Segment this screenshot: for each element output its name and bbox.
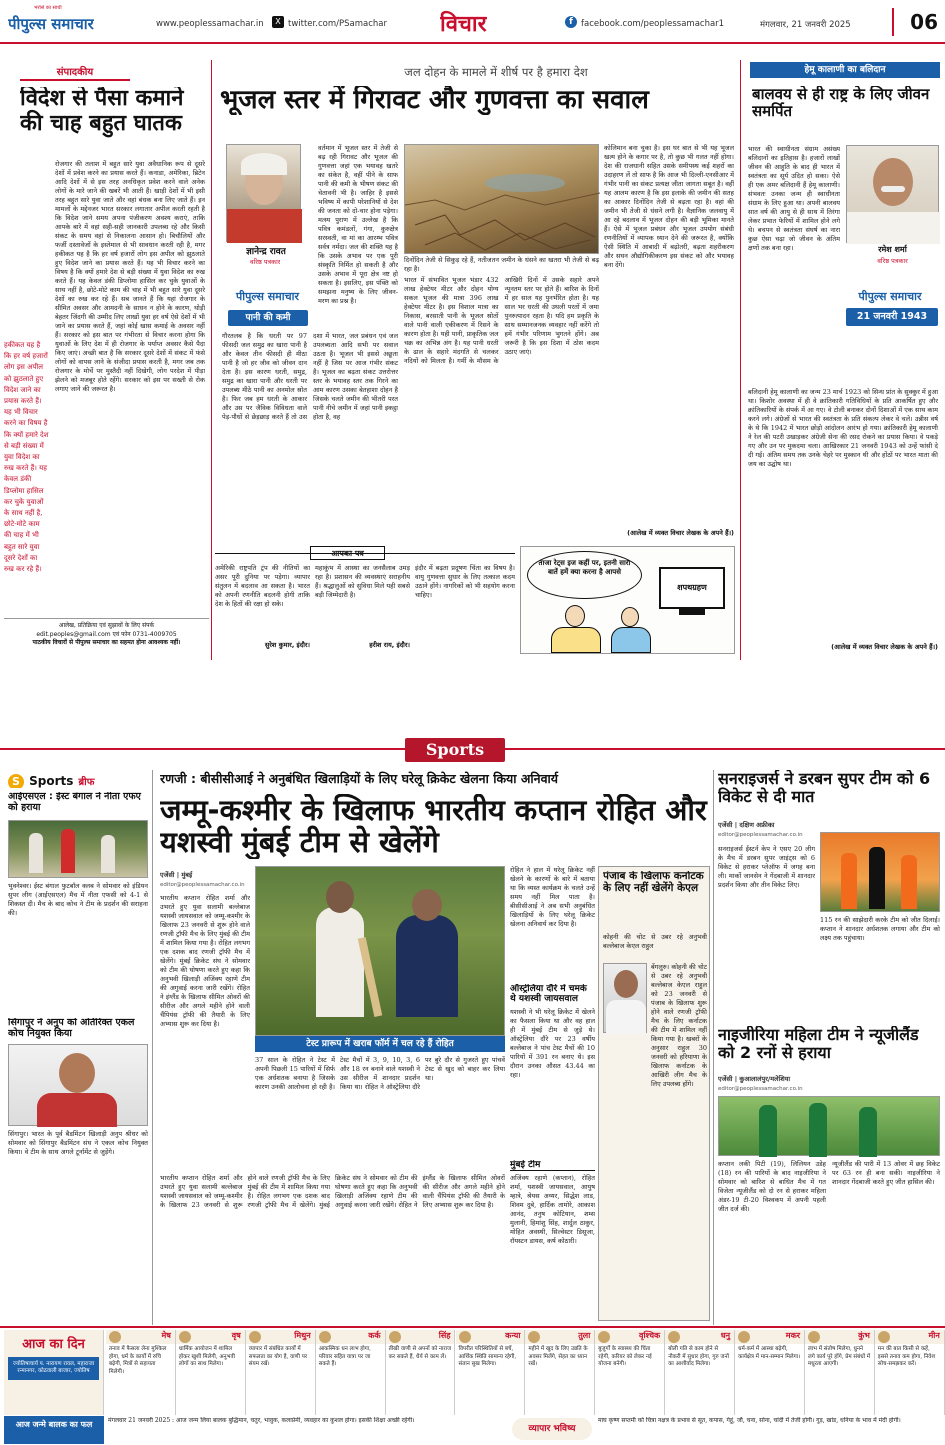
letter-3: इंदौर में बढ़ता प्रदूषण चिंता का विषय है। वायु गुणवत्ता सुधार के लिए तत्काल कदम उठाने होंगे। नागरिकों को भी सहयोग करना चाहिए। (415, 564, 515, 599)
zodiac-sign-text: बोली गति से काम होने से नौकरी में सुधार होगा, गुरु जनों का आशीर्वाद मिलेगा। (668, 1346, 729, 1367)
brief2-body: सिंगापुर। भारत के पूर्व बैडमिंटन खिलाड़ी अनुप श्रीधर को सोमवार को सिंगापुर बैडमिंटन संघ ने एकल कोच नियुक्त किया। वे टीम के साथ अगले टूर्नामेंट से जुड़ेंगे। (8, 1130, 148, 1156)
srh-byline: एजेंसी | दक्षिण अफ्रीका (718, 821, 775, 829)
zodiac-sign-text: मन की बात किसी से कहें, इससे तनाव कम होगा, निवेश सोच-समझकर करें। (877, 1346, 936, 1367)
zodiac-sign-text: धर्म-कर्म में आस्था बढ़ेगी, कार्यक्षेत्र में मान-सम्मान मिलेगा। (738, 1346, 801, 1360)
zodiac-symbol-icon (738, 1331, 750, 1343)
rahul-headline: पंजाब के खिलाफ कर्नाटक के लिए नहीं खेलेंगे केएल (603, 871, 704, 894)
zodiac-sign (595, 1330, 665, 1415)
twitter-link[interactable]: twitter.com/PSamachar (288, 19, 387, 29)
zodiac-sign-text: बुजुर्गों के स्वास्थ्य की चिंता रहेगी, करियर को लेकर नई योजना बनेगी। (598, 1346, 652, 1367)
cartoon-woman-head (621, 607, 639, 627)
sports-banner: Sports (405, 738, 505, 762)
zodiac-symbol-icon (319, 1331, 331, 1343)
srh-body: सनराइजर्स ईस्टर्न केप ने एसए 20 लीग के मैच में डरबन सुपर जाइंट्स को 6 विकेट से हराकर प्लेऑफ में जगह बना ली। मार्को जानसेन ने गेंदबाजी में शानदार प्रदर्शन किया और तीन विकेट लिए। (718, 845, 815, 889)
ranji-photo (255, 866, 505, 1036)
issue-date: मंगलवार, 21 जनवरी 2025 (760, 20, 851, 30)
srh-player-1 (841, 853, 857, 909)
cartoon-tv: शपथग्रहण (659, 567, 725, 609)
rahul-shirt (606, 1000, 646, 1034)
squad-box (510, 1160, 595, 1320)
facebook-icon: f (565, 16, 577, 28)
srh-player-2 (869, 847, 885, 909)
cartoon-woman-body (611, 627, 651, 653)
letters-rule (215, 553, 515, 554)
right-column-divider (740, 60, 741, 660)
zodiac-sign (456, 1330, 526, 1415)
editorial-pullquote: हकीकत यह है कि हर वर्ष हजारों लोग इस अपील को झुठलाते हुए विदेश जाने का प्रयास करते हैं। यह भी विचार करने का विषय है कि क्यों हमारे देश से बड़ी संख्या में युवा विदेश का रुख करते हैं। यह केवल डंकी डिप्लोमा हासिल कर चुके युवाओं के साथ नहीं है, छोटे-मोटे काम की चाह में भी बहुत सारे युवा दूसरे देशों का रुख कर रहे हैं। (4, 341, 49, 574)
jaiswal-body: यशस्वी ने भी घरेलू क्रिकेट में खेलने का फैसला किया था और वह हाल ही में मुंबई टीम से जुड़े थे। ऑस्ट्रेलिया दौरे पर 23 वर्षीय बल्लेबाज ने पांच टेस्ट मैचों की 10 पारियों में 391 रन बनाए थे। इस दौरान उनका औसत 43.44 का रहा। (510, 1008, 595, 1079)
zodiac-sign-text: तीखी वाणी से अपनों को नाराज कर सकते हैं, धैर्य से काम लें। (388, 1346, 452, 1360)
groundwater-kicker: जल दोहन के मामले में शीर्ष पर है हमारा देश (404, 65, 588, 79)
coach-face (59, 1053, 95, 1093)
zodiac-sign-name: मीन (875, 1330, 944, 1344)
brief2-headline: सिंगापुर ने अनुप को अतिरिक्त एकल कोच नियुक्त किया (8, 1018, 135, 1039)
sports-logo-mark: S (8, 774, 24, 788)
kids-box: आज जन्मे बालक का फल (4, 1416, 104, 1444)
srh-email[interactable]: editor@peoplessamachar.co.in (718, 832, 803, 838)
squad-title: मुंबई टीम (510, 1160, 595, 1171)
nz-body: कप्तान लकी पिटी (19), लिलियन उडेह (18) रन की पारियों के बाद नाइजीरिया ने सोमवार को बारिश से बाधित मैच में गत विजेता न्यूजीलैंड को दो रन से हराकर महिला अंडर-19 टी-20 विश्वकप में अपनी पहली जीत दर्ज की। (718, 1160, 826, 1213)
ranji-body: भारतीय कप्तान रोहित शर्मा और उभरते हुए युवा सलामी बल्लेबाज यशस्वी जायसवाल को जम्मू-कश्मीर के खिलाफ 23 जनवरी से शुरू होने वाले रणजी ट्रॉफी मैच के लिए मुंबई की टीम में शामिल किया गया है। रोहित लगभग एक दशक बाद रणजी ट्रॉफी मैच में खेलेंगे। मुंबई क्रिकेट संघ ने सोमवार को टीम की घोषणा करते हुए कहा कि अनुभवी खिलाड़ी अजिंक्य रहाणे टीम की अगुवाई करना जारी रखेंगे। रोहित ने इंग्लैंड के खिलाफ सीमित ओवरों की सीरीज और अगले महीने होने वाली चैंपियंस ट्रॉफी की तैयारी के लिए अभ्यास शुरू कर दिया है। (160, 894, 250, 1028)
zodiac-sign (106, 1330, 176, 1415)
zodiac-symbol-icon (109, 1331, 121, 1343)
hemu-date-banner: 21 जनवरी 1943 (846, 308, 938, 326)
masthead-tagline: भरोसे का साथी (34, 5, 62, 11)
sports-brief-divider (152, 770, 153, 1325)
zodiac-sign-name: वृश्चिक (595, 1330, 664, 1344)
cartoon-man-head (565, 605, 585, 627)
ranji-body3: रोहित ने हाल में घरेलू क्रिकेट नहीं खेलने के कारणों के बारे में बताया था कि व्यस्त कार्यक्रम के चलते उन्हें समय नहीं मिल पाता है। बीसीसीआई ने अब सभी अनुबंधित खिलाड़ियों के लिए घरेलू क्रिकेट खेलना अनिवार्य कर दिया है। (510, 866, 595, 928)
zodiac-sign (805, 1330, 875, 1415)
zodiac-symbol-icon (459, 1331, 471, 1343)
zodiac-sign-text: व्यापार में संबंधित कार्यों में सफलता का योग है, वाणी पर संयम रखें। (248, 1346, 308, 1367)
zodiac-sign (386, 1330, 456, 1415)
sports-brief-brand: Sports (29, 774, 74, 788)
player-figure-3 (101, 835, 115, 873)
rashifal-top-rule (0, 1326, 945, 1328)
hemu-author-role: वरिष्ठ पत्रकार (877, 257, 908, 265)
hemu-tag: हेमू कालाणी का बलिदान (750, 62, 940, 78)
masthead (0, 0, 945, 44)
srh-player-3 (901, 855, 917, 909)
letter-1-author: सुरेश कुमार, इंदौर। (264, 641, 310, 649)
yashasvi-head (326, 881, 354, 913)
zodiac-sign-text: महीने में खुद के लिए उन्नति के अवसर मिलेंगे, सेहत का ध्यान रखें। (528, 1346, 588, 1367)
zodiac-sign (735, 1330, 805, 1415)
zodiac-sign-name: धनु (665, 1330, 734, 1344)
yashasvi-figure (316, 907, 364, 1017)
rahul-photo (603, 963, 647, 1033)
letter-1: अमेरिकी राष्ट्रपति ट्रंप की नीतियों का असर पूरी दुनिया पर पड़ेगा। व्यापार संतुलन में बदलाव आ सकता है। भारत को अपनी रणनीति बदलनी होगी ताकि देश के हितों की रक्षा हो सके। (215, 564, 310, 608)
rahul-box (598, 866, 710, 1321)
ranji-email[interactable]: editor@peoplessamachar.co.in (160, 882, 245, 888)
zodiac-sign-name: मिथुन (246, 1330, 315, 1344)
nz-body2: न्यूजीलैंड की पारी में 13 ओवर में छह विकेट पर 63 रन ही बना सकी। नाइजीरिया ने शानदार गेंदबाजी करते हुए जीत हासिल की। (832, 1160, 940, 1186)
series-brand: पीपुल्स समाचार (236, 290, 299, 303)
nz-headline: नाइजीरिया महिला टीम ने न्यूजीलैंड को 2 रनों से हराया (718, 1026, 919, 1062)
editorial-tag: संपादकीय (20, 64, 130, 81)
website-link[interactable]: www.peoplessamachar.in (156, 19, 264, 29)
zodiac-sign (875, 1330, 945, 1415)
editorial-footer (4, 618, 209, 654)
zodiac-sign-name: तुला (525, 1330, 594, 1344)
groundwater-col4: कोलिमान बना चुका है। इस घर बात से भी यह भूजल खत्म होने के कगार पर है, तो कुछ भी गलत नहीं होगा। देश की राजधानी सहित उसके समीपस्थ कई शहरों का उदाहरण लें तो साफ है कि आज भी दिल्ली-एनसीआर में गंभीर पानी का संकट प्रत्यक्ष जीता जागता सबूत है। वहीं यह आलम कारण है कि इस इलाके की जमीन की सतह का आकार दिनोंदिन तेजी से बढ़ता रहा है। वहां की जमीन भी तेजी से धंसने लगी है। वैज्ञानिक जलवायु में आ रहे बदलाव में भूजल दोहन की बड़ी भूमिका मानते हैं। ऐसे में भूजल प्रबंधन और भूजल उपयोग संबंधी रणनीतियों में व्यापक ध्यान देने की जरूरत है, क्योंकि ऐसी स्थिति में आबादी में बढ़ोतरी, बढ़ता शहरीकरण और सघन औद्योगिकीकरण इस संकट को और भयावह बना देंगे। (604, 144, 734, 269)
srh-body2: 115 रन की साझेदारी करके टीम को जीत दिलाई। कप्तान ने शानदार अर्धशतक लगाया और टीम को लक्ष्य तक पहुंचाया। (820, 916, 940, 942)
zodiac-sign-text: धार्मिक आयोजन में शामिल होकर खुशी मिलेगी, अनुभवी लोगों का साथ मिलेगा। (178, 1346, 235, 1367)
page-number: 06 (892, 8, 938, 36)
section-title: विचार (440, 12, 487, 37)
facebook-link[interactable]: facebook.com/peoplessamachar1 (581, 19, 725, 29)
brief2-photo (8, 1044, 148, 1126)
cartoon-tv-stand (679, 609, 705, 615)
business-label: व्यापार भविष्य (512, 1418, 592, 1440)
zodiac-sign-text: आकस्मिक धन लाभ होगा, परिवार सहित यात्रा पर जा सकते हैं। (318, 1346, 371, 1367)
ranji-headline: जम्मू-कश्मीर के खिलाफ भारतीय कप्तान रोहित और यशस्वी मुंबई टीम से खेलेंगे (160, 794, 707, 859)
dry-land-caption: दिनोंदिन तेजी से सिकुड़ रहे हैं, नतीजतन जमीन के धंसने का खतरा भी तेजी से बढ़ रहा है। (404, 256, 599, 273)
author-hair (241, 153, 287, 175)
rahul-face (614, 970, 638, 998)
editorial-body: रोजगार की तलाश में बहुत सारे युवा अवैधानिक रूप से दूसरे देशों में प्रवेश करने का प्रयास करते हैं। कनाडा, अमेरिका, ब्रिटेन आदि देशों में से इस तरह अनधिकृत प्रवेश करने वाले अनेक लोगों के मारे जाने की खबरें भी आती हैं। खाड़ी देशों में भी इसी तरह बहुत सारे युवा जाते और वहां बंधक बना लिए जाते हैं। इन मामलों के मद्देनजर भारत सरकार लगातार अपील करती रहती है कि विदेश जाने समय अपना पंजीकरण अवश्य कराएं, ताकि आपके बारे में वहां सही-सही जानकारी उपलब्ध रहे और किसी संकट के समय वहां से निकालना आसान हो। बिचौलियों और फर्जी दस्तावेजों के इस्तेमाल से भी सावधान करती रही है, मगर हकीकत यह है कि हर वर्ष हजारों लोग इस अपील को झुठलाते हुए विदेश जाने का प्रयास करते हैं। यह भी विचार करने का विषय है कि क्यों हमारे देश से बड़ी संख्या में युवा विदेश का रुख करते हैं। यह केवल डंकी डिप्लोमा हासिल कर चुके युवाओं के साथ नहीं है, छोटे-मोटे काम की चाह में भी बहुत सारे युवा दूसरे देशों का रुख कर रहे हैं। सब जानते हैं कि यहां रोजगार के सीमित अवसर और आमदनी के साधन न होने के कारण, थोड़ी बेहतर जिंदगी की उम्मीद लिए लाखों युवा हर वर्ष ऐसे देशों में भी जाने का प्रयास करते हैं, जहां कोई खास कमाई के अवसर नहीं हैं। सरकार को इस बात पर गंभीरता से विचार करना होगा कि युवाओं के लिए देश में ही रोजगार के पर्याप्त अवसर कैसे पैदा किए जाएं। अच्छी बात है कि सरकार दूसरे देशों में संकट में फंसे लोगों को वापस लाने के संजीदा प्रयास करती है, मगर जब तक रोजगार के मोर्चे पर मुस्तैदी नहीं दिखेगी, लोग परदेश में पीड़ा झेलने को मजबूर होते रहेंगे। सरकार को इस पर सख्ती से रोक लगाए जाने की जरूरत है। (55, 160, 205, 393)
masthead-logo: पीपुल्स समाचार (8, 15, 94, 33)
ranji-kicker: रणजी : बीसीसीआई ने अनुबंधित खिलाड़ियों के लिए घरेलू क्रिकेट खेलना किया अनिवार्य (160, 771, 559, 786)
nz-byline: एजेंसी | कुआलालंपुर/मलेशिया (718, 1075, 791, 1083)
twitter-icon: X (272, 16, 284, 28)
zodiac-sign-text: लाभ में संतोष मिलेगा, धुनने लगे कार्य पूरे होंगे, प्रेम संबंधों में मधुरता आएगी। (808, 1346, 871, 1367)
today-box (4, 1330, 104, 1415)
today-text: ज्योतिषाचार्य प. नारायण रावल, महाराजा रन्मानगर, कोठवाली बाजार, ज्योतिष (8, 1357, 99, 1380)
author-photo (226, 144, 301, 242)
cartoon-panel (520, 546, 735, 654)
player-figure-2 (61, 829, 75, 873)
zodiac-sign-name: कुंभ (805, 1330, 874, 1344)
zodiac-sign-name: मकर (735, 1330, 804, 1344)
letter-2-author: हरीश राय, इंदौर। (369, 641, 410, 649)
hemu-brand: पीपुल्स समाचार (858, 290, 922, 303)
author-role: वरिष्ठ पत्रकार (250, 258, 281, 266)
author-name: ज्ञानेन्द्र रावत (246, 247, 286, 257)
dry-land-photo (404, 144, 599, 254)
zodiac-sign (316, 1330, 386, 1415)
hemu-body2: बलिदानी हेमू कालाणी का जन्म 23 मार्च 1923 को सिन्ध प्रांत के सुक्कुर में हुआ था। किशोर अवस्था में ही वे क्रांतिकारी गतिविधियों के प्रति आकर्षित हुए और क्रांतिकारियों के संपर्क में आ गए। वे टोली बनाकर दोनों दिशाओं में एक साथ काम करने लगे। अंग्रेजों से भारत की स्वतंत्रता के प्रति संकल्प लेकर वे चले। उन्नीस वर्ष के थे कि 1942 में भारत छोड़ो आंदोलन आरंभ हो गया। क्रांतिकारी हेमू कालाणी ने रेल की पटरी उखाड़कर अंग्रेजी सेना की रसद रोकने का प्रयास किया। वे पकड़े गए और उन पर मुकदमा चला। आखिरकार 21 जनवरी 1943 को उन्हें फांसी दे दी गई। अंतिम समय तक उनके चेहरे पर मुस्कान थी और होंठों पर भारत माता की जय का उद्घोष था। (748, 388, 938, 468)
zodiac-symbol-icon (389, 1331, 401, 1343)
groundwater-headline: भूजल स्तर में गिरावट और गुणवत्ता का सवाल (220, 86, 649, 115)
hemu-author-shirt (847, 212, 940, 244)
series-tag: पानी की कमी (228, 310, 308, 326)
cartoon-man-body (551, 627, 601, 653)
cartoon-speech-bubble: ताजा रेट्स इज कहीं पर, इतनी सारी बातें हमें क्या करना है आपसे (527, 551, 642, 599)
sports-right-divider (713, 770, 714, 1325)
groundwater-col3: भारत में संभावित भूजल भंडार 432 लाख हेक्टेयर मीटर और दोहन योग्य सकल भूजल की मात्रा 396 लाख हेक्टेयर मीटर है। इस विशाल मात्रा का निकास, बरसाती पानी के भूजल स्रोतों वाले पानी वाली एकीकरण में रिसने के कारण होता है। यही पानी, प्राकृतिक जल चक्र का अभिन्न अंग है। यह पानी धरती के ढाल के सहारे मंदगति से चलकर नदियों को मिलता है। गर्मी के मौसम के आखिरी दिनों में उसके सहारे अपने न्यूनतम स्तर पर होते हैं। बारिश के दिनों में हर साल यह पुनर्भरित होता है। यह साल भर धरती की उथली परतों में जमा पुनरुत्पादन रहता है। यदि हम प्रकृति के साथ सम्मानजनक व्यवहार नहीं करेंगे तो हमें गंभीर परिणाम भुगतने होंगे। अब जरूरी है कि इस दिशा में ठोस कदम उठाए जाएं। (404, 276, 599, 365)
rohit-figure (396, 915, 458, 1017)
rahul-caption: कोहनी की चोट से उबर रहे अनुभवी बल्लेबाज केएल राहुल (603, 933, 707, 950)
hemu-author-photo (846, 145, 939, 243)
hemu-author-moustache (881, 186, 905, 192)
nz-player-1 (759, 1105, 777, 1157)
srh-photo (820, 832, 940, 912)
jaiswal-subhead: ऑस्ट्रेलिया दौरे में चमके थे यशस्वी जायसवाल (510, 984, 587, 1005)
hemu-headline: बालवय से ही राष्ट्र के लिए जीवन समर्पित (752, 86, 930, 120)
zodiac-sign (246, 1330, 316, 1415)
brief1-photo (8, 820, 148, 878)
rahul-body: बेंगलुरु। कोहनी की चोट से उबर रहे अनुभवी बल्लेबाज केएल राहुल को 23 जनवरी से पंजाब के खिलाफ शुरू होने वाले रणजी ट्रॉफी मैच के लिए कर्नाटक की टीम में शामिल नहीं किया गया है। खबरों के अनुसार राहुल 30 जनवरी को हरियाणा के खिलाफ कर्नाटक के आखिरी लीग मैच के लिए उपलब्ध होंगे। (651, 963, 707, 1088)
hemu-author-face (873, 158, 913, 206)
groundwater-footnote: (आलेख में व्यक्त विचार लेखक के अपने हैं।) (627, 529, 734, 537)
nz-player-2 (809, 1103, 827, 1157)
zodiac-symbol-icon (179, 1331, 191, 1343)
hemu-body1: भारत की स्वाधीनता संग्राम असंख्य बलिदानों का इतिहास है। हजारों लाखों जीवन की आहुति के बाद ही भारत में स्वतंत्रता का सूर्य उदित हो सका। ऐसे ही एक अमर बलिदानी हैं हेमू कालाणी। संभवतः उनका जन्म ही स्वाधीनता संग्राम के लिए हुआ था। अपनी बालवय सात वर्ष की आयु से ही साथ में तिरंगा लेकर प्रभात फेरियों में शामिल होने लगे थे। बचपन से स्वतंत्रता संघर्ष का नारा कुछ ऐसा चढ़ा जो जीवन के अंतिम क्षणों तक बना रहा। (748, 145, 840, 252)
player-figure-1 (29, 833, 43, 873)
groundwater-col1: वर्तमान में भूजल स्तर में तेजी से बढ़ रही गिरावट और भूजल की गुणवत्ता जहां एक भयावह खतरे का संकेत है, वहीं पीने के साफ पानी की कमी के भीषण संकट की चेतावनी भी है। जाहिर है इससे भविष्य में कापी परेशानियों से देश की जनता को दो-चार होना पड़ेगा। मत्स्य पुराण में उल्लेख है कि पवित्र कमंडलों, गंगा, कुरुक्षेत्र सरस्वती, वा मां का आरम्भ पवित्र सर्वत्र नर्मदा। जल की शक्ति यह है कि उसके अभाव पर एक पूरी संस्कृति निर्मित हो सकती है और उसके अभाव में पूरा क्षेत्र नष्ट हो सकता है। इसलिए, इस पंक्ति को समझना मनुष्य के लिए जीवन-मरण का प्रश्न है। (318, 144, 398, 305)
brief1-headline: आईएसएल : ईस्ट बंगाल ने नीता एफए को हराया (8, 792, 141, 813)
zodiac-sign-name: मेष (106, 1330, 175, 1344)
rohit-head (412, 889, 442, 921)
zodiac-sign-name: वृष (176, 1330, 245, 1344)
column-divider (211, 60, 212, 660)
sports-brief-logo (8, 770, 148, 788)
author-shirt (227, 209, 302, 243)
squad-list: अजिंक्य रहाणे (कप्तान), रोहित शर्मा, यशस्वी जायसवाल, आयुष म्हात्रे, श्रेयस अय्यर, सिद्धेश लाड, शिवम दुबे, हार्दिक तामोरे, आकाश आनंद, तनुष कोटियान, शम्स मुलानी, हिमांशु सिंह, शार्दुल ठाकुर, मोहित अवस्थी, सिल्वेस्टर डिसूजा, रॉयस्टन डायस, कर्ष कोठारी। (510, 1174, 595, 1246)
cracked-earth-illustration (405, 145, 600, 255)
ranji-photo-caption: टेस्ट प्रारूप में खराब फॉर्म में चल रहे हैं रोहित (255, 1036, 505, 1052)
nz-photo (718, 1096, 940, 1156)
ranji-bottom-fill: भारतीय कप्तान रोहित शर्मा और उभरते हुए युवा सलामी बल्लेबाज यशस्वी जायसवाल को जम्मू-कश्मीर के खिलाफ 23 जनवरी से शुरू होने वाले रणजी ट्रॉफी मैच के लिए मुंबई की टीम में शामिल किया गया है। रोहित लगभग एक दशक बाद रणजी ट्रॉफी मैच में खेलेंगे। मुंबई क्रिकेट संघ ने सोमवार को टीम की घोषणा करते हुए कहा कि अनुभवी खिलाड़ी अजिंक्य रहाणे टीम की अगुवाई करना जारी रखेंगे। रोहित ने इंग्लैंड के खिलाफ सीमित ओवरों की सीरीज और अगले महीने होने वाली चैंपियंस ट्रॉफी की तैयारी के लिए अभ्यास शुरू कर दिया है। (160, 1174, 505, 1209)
zodiac-sign-name: कन्या (456, 1330, 525, 1344)
zodiac-symbol-icon (249, 1331, 261, 1343)
letter-2: महाकुंभ में आस्था का जनसैलाब उमड़ रहा है। प्रशासन की व्यवस्थाएं सराहनीय हैं। श्रद्धालुओं को सुविधा मिले यही सबसे बड़ी जिम्मेदारी है। (315, 564, 410, 599)
zodiac-sign-text: तनाव में फैसला लेना मुश्किल होगा, धर्म के कार्यों में रुचि बढ़ेगी, मित्रों से सहायता मिलेगी। (109, 1346, 167, 1375)
coach-shirt (37, 1093, 117, 1127)
ranji-body2: 37 साल के रोहित ने टेस्ट में अपनी पिछली 15 पारियों में सिर्फ एक अर्धशतक बनाया है जिसके कारण उनकी आलोचना हो रही है। टेस्ट मैचों में 3, 9, 10, 3, 6 और 18 रन बनाने वाले यशस्वी ने उस सीरीज में शानदार प्रदर्शन किया था। रोहित ने ऑस्ट्रेलिया दौरे पर बुरे दौर से गुजरते हुए पांचवें टेस्ट से खुद को बाहर कर लिया था। (255, 1056, 505, 1091)
srh-headline: सनराइजर्स ने डरबन सुपर टीम को 6 विकेट से दी मात (718, 770, 931, 806)
brief1-body: भुवनेश्वर। ईस्ट बंगाल फुटबॉल क्लब ने सोमवार को इंडियन सुपर लीग (आईएसएल) मैच में नीता एफसी को 4-1 से शिकस्त दी। मैच के बाद कोच ने टीम के प्रदर्शन की सराहना की। (8, 882, 148, 917)
hemu-author-name: रमेश शर्मा (878, 245, 907, 254)
zodiac-symbol-icon (808, 1331, 820, 1343)
ranji-byline: एजेंसी | मुंबई (160, 871, 193, 879)
sports-brief-label: ब्रीफ (78, 777, 95, 788)
zodiac-sign-text: विपरीत परिस्थितियों से बचें, आर्थिक स्थिति सामान्य रहेगी, संतान सुख मिलेगा। (458, 1346, 517, 1367)
zodiac-sign-name: सिंह (386, 1330, 455, 1344)
zodiac-sign (176, 1330, 246, 1415)
zodiac-sign (665, 1330, 735, 1415)
zodiac-sign (525, 1330, 595, 1415)
zodiac-symbol-icon (878, 1331, 890, 1343)
today-label: आज का दिन (22, 1337, 85, 1352)
nz-player-3 (859, 1107, 877, 1157)
nz-email[interactable]: editor@peoplessamachar.co.in (718, 1086, 803, 1092)
editorial-footer-line1: आलेख, प्रतिक्रिया एवं सुझावों के लिए संपर्क (58, 622, 155, 629)
hemu-footnote: (आलेख में व्यक्त विचार लेखक के अपने हैं।) (831, 643, 938, 651)
groundwater-col2: गौरतलब है कि धरती पर 97 फीसदी जल समुद्र का खारा पानी है और केवल तीन फीसदी ही मीठा पानी है जो हर जीव को जीवन दान देता है। इस कारण धरती, समुद्र, समुद्र का खारा पानी और धरती पर उपलब्ध मीठे पानी का अनमोल स्रोत है। फिर जब हम धरती के आकार और उस पर जैविक विविधता वाले पेड़-पौधों से छेड़छाड़ करते हैं तो उस दशा में भारत, जल प्रबंधन एवं जल उपलब्धता आदि सभी पर सवाल उठता है। भूजल भी इससे अछूता नहीं है जिस पर आज गंभीर संकट है। भूजल का बढ़ता संकट उत्तरोत्तर स्तर के भयावह स्तर तक गिरने का आम कारण उसका बेतहाशा दोहन है जिसके चलते जमीन की भीतरी परत पानी नीचे जमीन में जहां पानी इकट्ठा होता है, वह (222, 332, 398, 421)
kids-text: मंगलवार 21 जनवरी 2025 : आज जन्म लिया बालक बुद्धिमान, चतुर, भावुक, कलाप्रेमी, व्यवहार का कुशल होगा। इसकी शिक्षा अच्छी रहेगी। (108, 1417, 415, 1424)
zodiac-sign-name: कर्क (316, 1330, 385, 1344)
business-text: माघ कृष्ण सप्तमी को चित्रा नक्षत्र के प्रभाव से सूत, कपास, गेहूं, जौ, चना, सोना, चांदी में तेजी होगी। गुड़, खांड, धनिया के भाव में मंदी होगी। (598, 1417, 901, 1424)
editorial-footer-line3: पाठकीय विचारों से पीपुल्स समाचार का सहमत होना आवश्यक नहीं। (32, 639, 181, 646)
editorial-footer-line2[interactable]: edit.peoples@gmail.com एवं फोन 0731-4009705 (36, 630, 177, 638)
editorial-headline: विदेश से पैसा कमाने की चाह बहुत घातक (20, 87, 184, 136)
